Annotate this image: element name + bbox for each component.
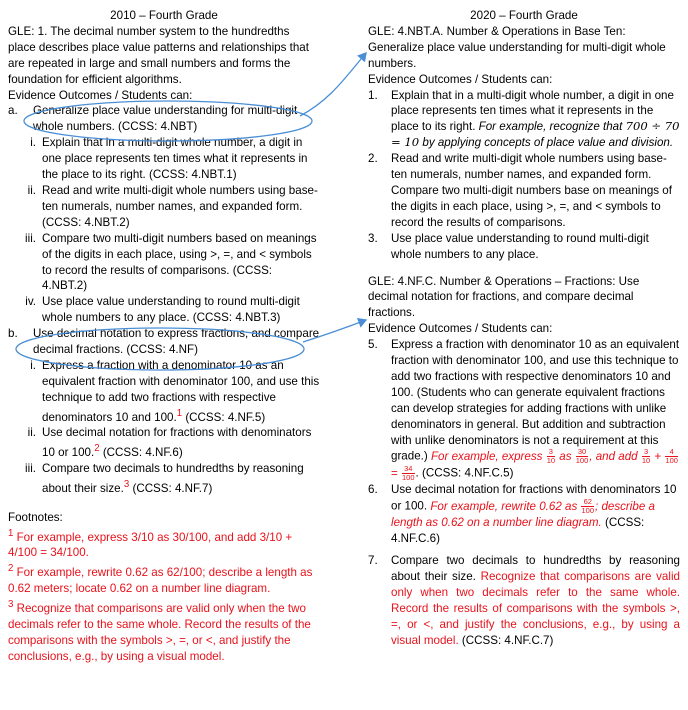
- left-subitem-b-ii: [8, 425, 320, 461]
- item-marker: a.: [8, 104, 18, 118]
- item-marker: 3.: [368, 231, 378, 245]
- right-gle-nbt: GLE: 4.NBT.A. Number & Operations in Base Ten: Generalize place value understanding for multi-digit whole numbers.: [368, 24, 666, 70]
- footnote-text: For example, express 3/10 as 30/100, and add 3/10 + 4/100 = 34/100.: [8, 530, 293, 560]
- item-example: For example, rewrite 0.62 as $\frac{62}{100}$ ; describe a length as 0.62 on a number line diagram.: [391, 497, 655, 530]
- item-text: Read and write multi-digit whole numbers using base-ten numerals, number names, and expanded form. Compare two multi-digit numbers base on meanings of the digits in each place, using >, =, and < symbols to record the results of comparisons.: [391, 152, 672, 229]
- fraction: $\frac{4}{100}$: [665, 447, 678, 466]
- subitem-text: Compare two multi-digit numbers based on meanings of the digits in each place, using >, =, and < symbols to record the results of comparisons. (CCSS: 4.NBT.2): [42, 231, 317, 293]
- item-marker: 7.: [368, 554, 378, 568]
- item-marker: 6.: [368, 483, 378, 497]
- subitem-text: Explain that in a multi-digit whole number, a digit in one place represents ten times what it represents in the place to its right. (CCSS: 4.NBT.1): [42, 136, 308, 182]
- subitem-marker: i.: [30, 358, 36, 372]
- item-text: Express a fraction with denominator 10 as an equivalent fraction with denominator 100, and use this technique to add two fractions with respective denominators 10 and 100. (Students who can generate equivalent fractions can develop strategies for adding fractions with unlike denominators in general. But addition and subtraction with unlike denominators is not a requirement at this grade.): [391, 338, 680, 464]
- footnote-text: For example, rewrite 0.62 as 62/100; describe a length as 0.62 meters; locate 0.62 on a number line diagram.: [8, 566, 313, 596]
- item-text: Generalize place value understanding for multi-digit whole numbers. (CCSS: 4.NBT): [33, 104, 298, 134]
- subitem-marker: ii.: [27, 426, 36, 440]
- subitem-marker: ii.: [27, 183, 36, 197]
- item-text: Compare two decimals to hundredths by reasoning about their size.: [391, 554, 680, 584]
- footnote-2: [8, 561, 320, 597]
- math-expression: 700 ÷ 70 = 10: [391, 119, 680, 150]
- subitem-text: Read and write multi-digit whole numbers using base-ten numerals, number names, and expanded form. (CCSS: 4.NBT.2): [42, 183, 318, 229]
- right-evidence-heading-1: Evidence Outcomes / Students can:: [368, 72, 553, 86]
- footnote-1: [8, 526, 320, 562]
- fraction: $\frac{30}{100}$: [575, 447, 589, 466]
- item-example: For example, express $\frac{3}{10}$ as $\frac{30}{100}$ , and add $\frac{3}{10}$ + $\frac{4}{100}$ = $\frac{34}{100}$: [391, 447, 678, 483]
- footnote-number: 3: [8, 599, 14, 611]
- left-subitem-a-ii: [8, 183, 320, 231]
- right-column-title: 2020 – Fourth Grade: [470, 9, 578, 22]
- left-column-title: 2010 – Fourth Grade: [110, 9, 218, 22]
- left-item-b: [8, 326, 320, 358]
- left-subitem-b-i: [8, 358, 320, 425]
- item-text: Explain that in a multi-digit whole number, a digit in one place represents ten times what it represents in the place to its right.: [391, 88, 674, 134]
- item-text: Use decimal notation for fractions with denominators 10 or 100.: [391, 483, 677, 513]
- footnote-3: [8, 597, 320, 664]
- left-subitem-a-iii: [8, 231, 320, 295]
- footnote-number: 1: [8, 527, 14, 539]
- item-text: Use decimal notation to express fractions, and compare decimal fractions. (CCSS: 4.NF): [33, 327, 320, 357]
- plus-sign: +: [654, 450, 662, 464]
- footnote-number: 2: [8, 563, 14, 575]
- subitem-text: Express a fraction with a denominator 10 as an equivalent fraction with denominator 100, and use this technique to add two fractions with respective denominators 10 and 100.: [42, 358, 320, 424]
- item-text: Use place value understanding to round multi-digit whole numbers to any place.: [391, 231, 649, 261]
- left-column-2010: [8, 8, 320, 665]
- footnote-ref: 1: [176, 407, 183, 419]
- item-code: (CCSS: 4.NF.C.7): [458, 633, 554, 647]
- footnote-text: Recognize that comparisons are valid only when the two decimals refer to the same whole. Record the results of the comparisons with the symbols >, =, or <, and justify the conclusions, e.g., by using a visual model.: [8, 601, 311, 663]
- item-marker: 2.: [368, 152, 378, 166]
- item-marker: 1.: [368, 88, 378, 102]
- item-code: . (CCSS: 4.NF.C.5): [415, 467, 514, 481]
- left-evidence-heading: Evidence Outcomes / Students can:: [8, 88, 193, 102]
- item-example: For example, recognize that: [475, 120, 623, 134]
- item-marker: b.: [8, 327, 18, 341]
- subitem-text: Use place value understanding to round multi-digit whole numbers to any place. (CCSS: 4.NBT.3): [42, 295, 300, 325]
- right-item-2: [368, 151, 680, 231]
- right-item-6: [368, 482, 680, 547]
- subitem-text: Compare two decimals to hundredths by reasoning about their size.: [42, 462, 304, 495]
- right-gle-nf: GLE: 4.NF.C. Number & Operations – Fractions: Use decimal notation for fractions, and compare decimal fractions.: [368, 274, 640, 320]
- subitem-code: (CCSS: 4.NF.7): [129, 481, 213, 495]
- right-item-3: [368, 231, 680, 263]
- item-marker: 5.: [368, 338, 378, 352]
- subitem-marker: i.: [30, 136, 36, 150]
- subitem-marker: iii.: [25, 462, 36, 476]
- right-evidence-heading-2: Evidence Outcomes / Students can:: [368, 322, 553, 336]
- right-item-7: [368, 553, 680, 648]
- left-subitem-a-i: [8, 135, 320, 183]
- footnotes-label: Footnotes:: [8, 510, 63, 524]
- fraction: $\frac{34}{100}$: [402, 464, 415, 483]
- fraction: $\frac{3}{10}$: [641, 447, 651, 466]
- item-example-end: by applying concepts of place value and division.: [419, 136, 674, 150]
- left-gle-statement: GLE: 1. The decimal number system to the hundredths place describes place value patterns and relationships that are repeated in large and small numbers and forms the foundation for efficient algorithms.: [8, 24, 309, 86]
- subitem-marker: iii.: [25, 231, 36, 245]
- fraction: $\frac{3}{10}$: [546, 447, 556, 466]
- right-item-5: [368, 337, 680, 482]
- fraction: $\frac{62}{100}$: [581, 497, 594, 516]
- right-column-2020: [368, 8, 680, 649]
- left-item-a: [8, 103, 320, 135]
- subitem-text: Use decimal notation for fractions with denominators 10 or 100.: [42, 426, 312, 460]
- left-subitem-b-iii: [8, 461, 320, 497]
- equals-sign: =: [391, 467, 398, 481]
- footnote-ref: 2: [94, 443, 100, 455]
- left-subitem-a-iv: [8, 294, 320, 326]
- item-red-text: Recognize that comparisons are valid only when two decimals refer to the same whole. Record the results of comparisons with the symbols >, =, or <, and justify the conclusions, e.g., by using a visual model.: [391, 570, 680, 647]
- footnote-ref: 3: [123, 479, 130, 490]
- right-item-1: [368, 88, 680, 152]
- subitem-code: (CCSS: 4.NF.6): [99, 446, 183, 460]
- subitem-code: (CCSS: 4.NF.5): [182, 410, 266, 424]
- item-code: (CCSS: 4.NF.C.6): [391, 516, 645, 546]
- subitem-marker: iv.: [25, 295, 36, 309]
